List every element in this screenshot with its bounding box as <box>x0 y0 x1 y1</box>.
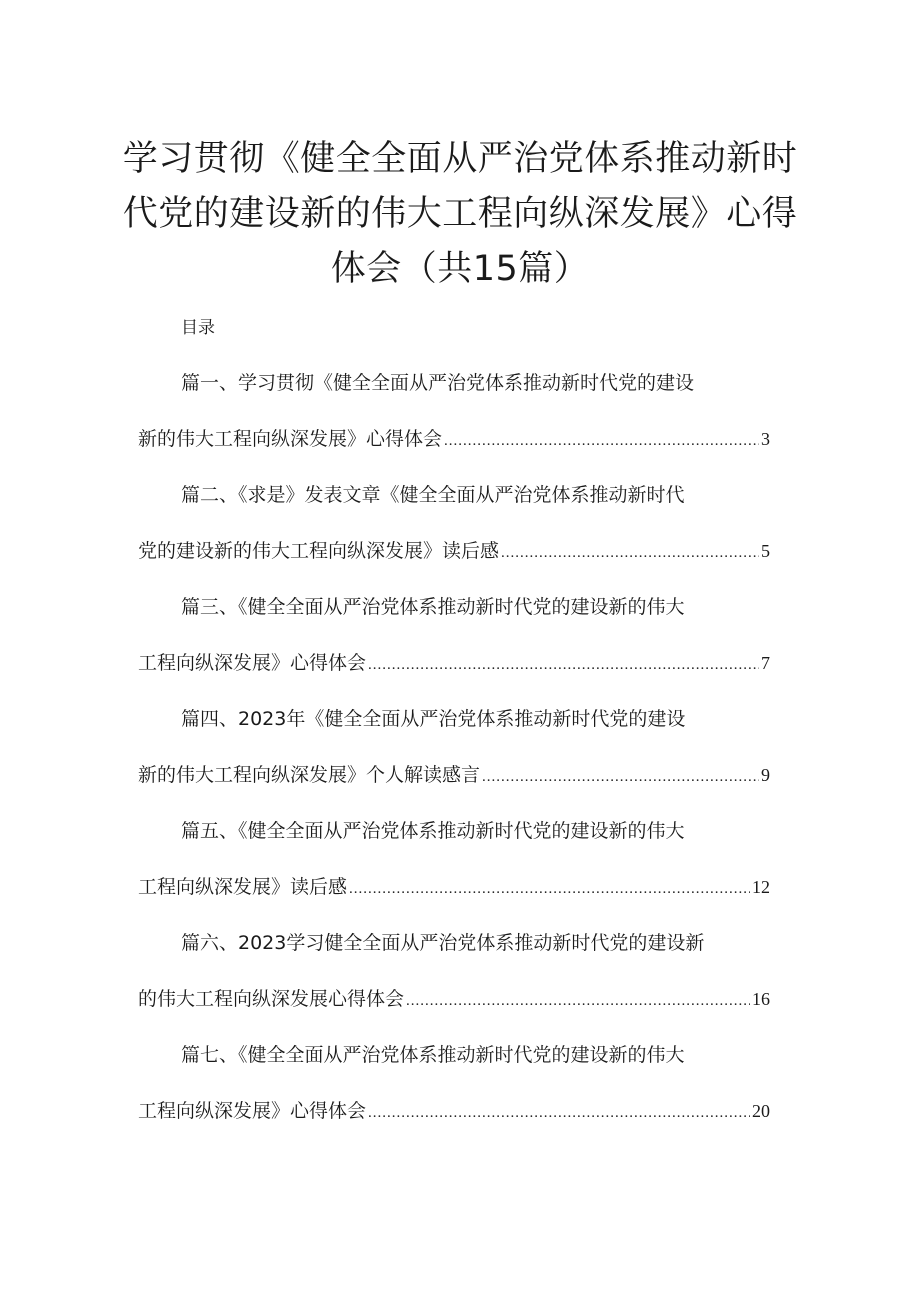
toc-entry-title-line1: 篇七、《健全全面从严治党体系推动新时代党的建设新的伟大 <box>181 1044 685 1066</box>
toc-entry-title-line2-row <box>138 648 770 680</box>
toc-entry-page-number: 12 <box>752 877 770 897</box>
toc-entry-title-line1: 篇四、2023年《健全全面从严治党体系推动新时代党的建设 <box>181 708 686 730</box>
toc-entry-title-line2: 工程向纵深发展》读后感 <box>138 876 348 898</box>
toc-entry-title-line2-row <box>138 984 770 1016</box>
dot-leader <box>501 538 759 568</box>
toc-entry-title-line1: 篇五、《健全全面从严治党体系推动新时代党的建设新的伟大 <box>181 820 685 842</box>
toc-entry-page-number: 16 <box>752 989 770 1009</box>
toc-entry-title-line2-row <box>138 1096 770 1128</box>
toc-entry-page-number: 5 <box>761 541 770 561</box>
toc-entry-page-number: 3 <box>761 429 770 449</box>
toc-entry-title-line2: 的伟大工程向纵深发展心得体会 <box>138 988 405 1010</box>
toc-entry-title-line2-row <box>138 536 770 568</box>
toc-entry-page-number: 7 <box>761 653 770 673</box>
toc-entry-title-line2: 工程向纵深发展》心得体会 <box>138 1100 367 1122</box>
toc-entry-title-line2: 党的建设新的伟大工程向纵深发展》读后感 <box>138 540 500 562</box>
dot-leader <box>482 762 759 792</box>
toc-entry-title-line1: 篇六、2023学习健全全面从严治党体系推动新时代党的建设新 <box>181 932 705 954</box>
dot-leader <box>349 874 750 904</box>
dot-leader <box>406 986 750 1016</box>
toc-entry-title-line2-row <box>138 760 770 792</box>
toc-entry-title-line1: 篇三、《健全全面从严治党体系推动新时代党的建设新的伟大 <box>181 596 685 618</box>
dot-leader <box>368 650 759 680</box>
toc-entry-title-line2: 新的伟大工程向纵深发展》心得体会 <box>138 428 443 450</box>
dot-leader <box>444 426 759 456</box>
document-title: 学习贯彻《健全全面从严治党体系推动新时代党的建设新的伟大工程向纵深发展》心得体会（共15篇） <box>122 139 798 289</box>
dot-leader <box>368 1098 750 1128</box>
toc-entry-title-line2-row <box>138 872 770 904</box>
toc-entry-title-line2: 新的伟大工程向纵深发展》个人解读感言 <box>138 764 481 786</box>
toc-entry-title-line2: 工程向纵深发展》心得体会 <box>138 652 367 674</box>
toc-entry-title-line1: 篇二、《求是》发表文章《健全全面从严治党体系推动新时代 <box>181 484 685 506</box>
toc-entry-title-line2-row <box>138 424 770 456</box>
toc-entry-page-number: 9 <box>761 765 770 785</box>
toc-entry-page-number: 20 <box>752 1101 770 1121</box>
toc-heading: 目录 <box>181 318 215 338</box>
toc-entry-title-line1: 篇一、学习贯彻《健全全面从严治党体系推动新时代党的建设 <box>181 372 695 394</box>
